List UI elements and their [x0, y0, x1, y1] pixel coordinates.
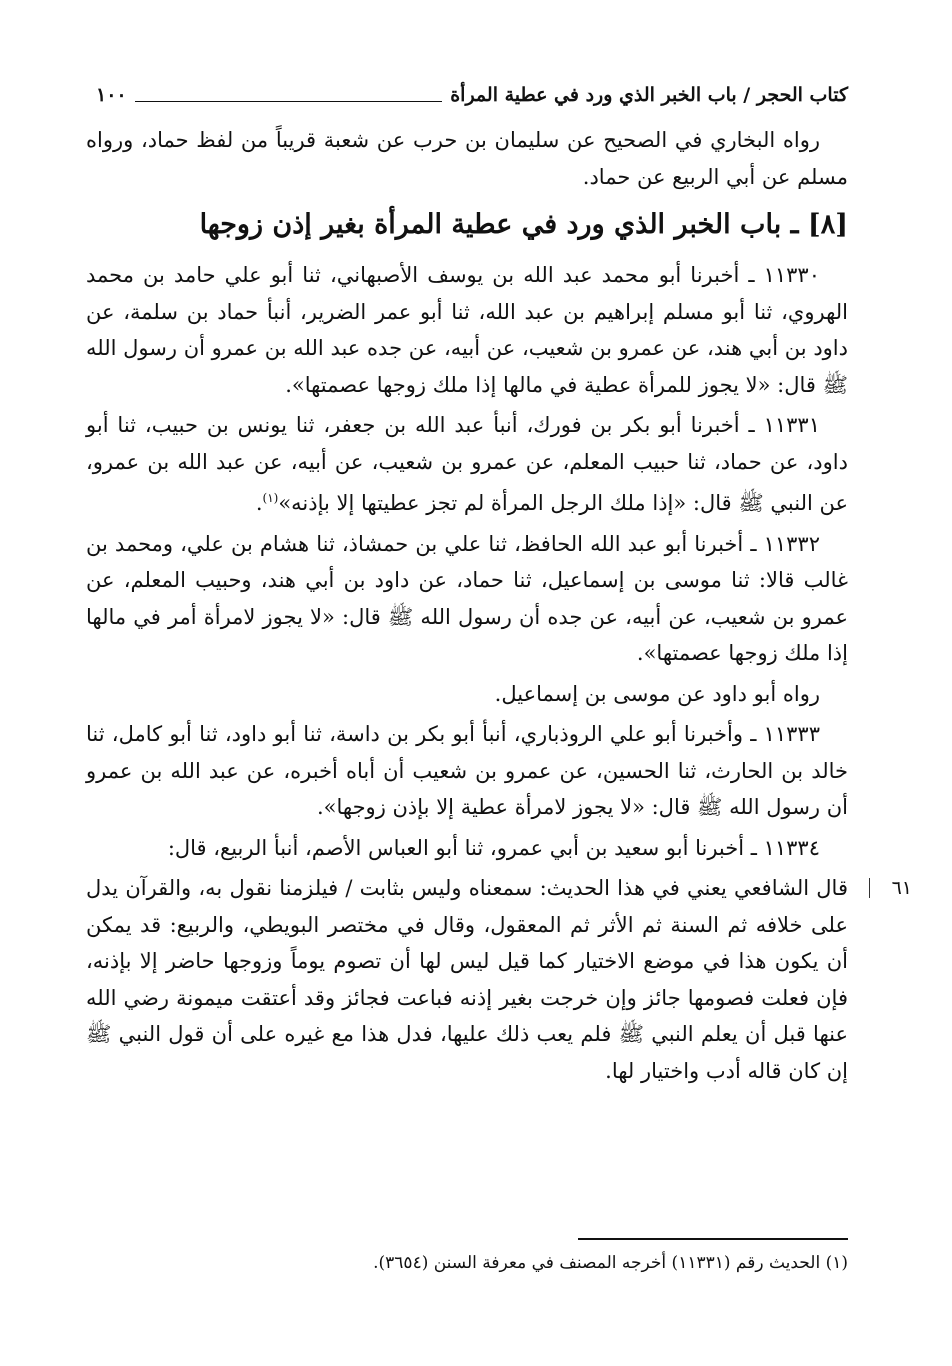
shafii-block [86, 870, 912, 1089]
hadith-11332: ١١٣٣٢ ـ أخبرنا أبو عبد الله الحافظ، ثنا علي بن حمشاذ، ثنا هشام بن علي، ومحمد بن غالب قالا: ثنا موسى بن إسماعيل، ثنا حماد، عن داود بن أبي هند، وحبيب المعلم، عن عمرو بن شعيب، عن أبيه، عن جده أن رسول الله ﷺ قال: «لا يجوز لامرأة أمر في مالها إذا ملك زوجها عصمتها». [86, 531, 848, 665]
running-header [86, 80, 848, 110]
hadith-11331 [86, 407, 848, 522]
shafii-paragraph: قال الشافعي يعني في هذا الحديث: سمعناه وليس بثابت / فيلزمنا نقول به، والقرآن يدل على خلافه ثم السنة ثم الأثر ثم المعقول، وقال في مختصر البويطي، والربيع: قد يمكن أن يكون هذا في موضع الاختيار كما قيل ليس لها أن تصوم يوماً وزوجها حاضر إلا بإذنه، فإن فعلت فصومها جائز وإن خرجت بغير إذنه فباعت فجائز وقد أعتقت ميمونة رضي الله عنها قبل أن يعلم النبي ﷺ فلم يعب ذلك عليها، فدل هذا مع غيره على أن قول النبي ﷺ إن كان قاله أدب واختيار لها. [86, 876, 849, 1083]
header-rule [135, 101, 443, 102]
margin-folio-number: ٦١ [891, 877, 912, 899]
footnote-reference[interactable]: (١) [262, 491, 279, 505]
header-title: كتاب الحجر / باب الخبر الذي ورد في عطية المرأة [450, 84, 848, 106]
margin-tick [869, 878, 870, 898]
footnote-separator [578, 1238, 848, 1240]
abudawud-paragraph: رواه أبو داود عن موسى بن إسماعيل. [494, 681, 820, 706]
book-page [86, 0, 912, 1366]
hadith-11334: ١١٣٣٤ ـ أخبرنا أبو سعيد بن أبي عمرو، ثنا أبو العباس الأصم، أنبأ الربيع، قال: [167, 835, 820, 860]
hadith-11331-text: ١١٣٣١ ـ أخبرنا أبو بكر بن فورك، أنبأ عبد الله بن جعفر، ثنا يونس بن حبيب، ثنا أبو داود، عن حماد، ثنا حبيب المعلم، عن عمرو بن شعيب، عن أبيه، عن عبد الله بن عمرو، عن النبي ﷺ قال: «إذا ملك الرجل المرأة لم تجز عطيتها إلا بإذنه» [86, 413, 848, 515]
hadith-11330: ١١٣٣٠ ـ أخبرنا أبو محمد عبد الله بن يوسف الأصبهاني، ثنا أبو علي حامد بن محمد الهروي، ثنا أبو مسلم إبراهيم بن عبد الله، ثنا أبو عمر الضرير، أنبأ حماد بن سلمة، عن داود بن أبي هند، عن عمرو بن شعيب، عن أبيه، عن جده عبد الله بن عمرو أن رسول الله ﷺ قال: «لا يجوز للمرأة عطية في مالها إذا ملك زوجها عصمتها». [86, 263, 848, 397]
intro-paragraph: رواه البخاري في الصحيح عن سليمان بن حرب عن شعبة قريباً من لفظ حماد، ورواه مسلم عن أبي الربيع عن حماد. [86, 128, 848, 189]
hadith-11333: ١١٣٣٣ ـ وأخبرنا أبو علي الروذباري، أنبأ أبو بكر بن داسة، ثنا أبو داود، ثنا أبو كامل، ثنا خالد بن الحارث، ثنا الحسين، عن عمرو بن شعيب أن أباه أخبره، عن عبد الله بن عمرو أن رسول الله ﷺ قال: «لا يجوز لامرأة عطية إلا بإذن زوجها». [86, 722, 848, 819]
page-number: ١٠٠ [96, 84, 127, 106]
footnote: (١) الحديث رقم (١١٣٣١) أخرجه المصنف في معرفة السنن (٣٦٥٤). [373, 1253, 848, 1273]
chapter-heading: [٨] ـ باب الخبر الذي ورد في عطية المرأة بغير إذن زوجها [199, 209, 848, 240]
hadith-11331-end: . [255, 491, 263, 515]
page-body [86, 122, 912, 1093]
